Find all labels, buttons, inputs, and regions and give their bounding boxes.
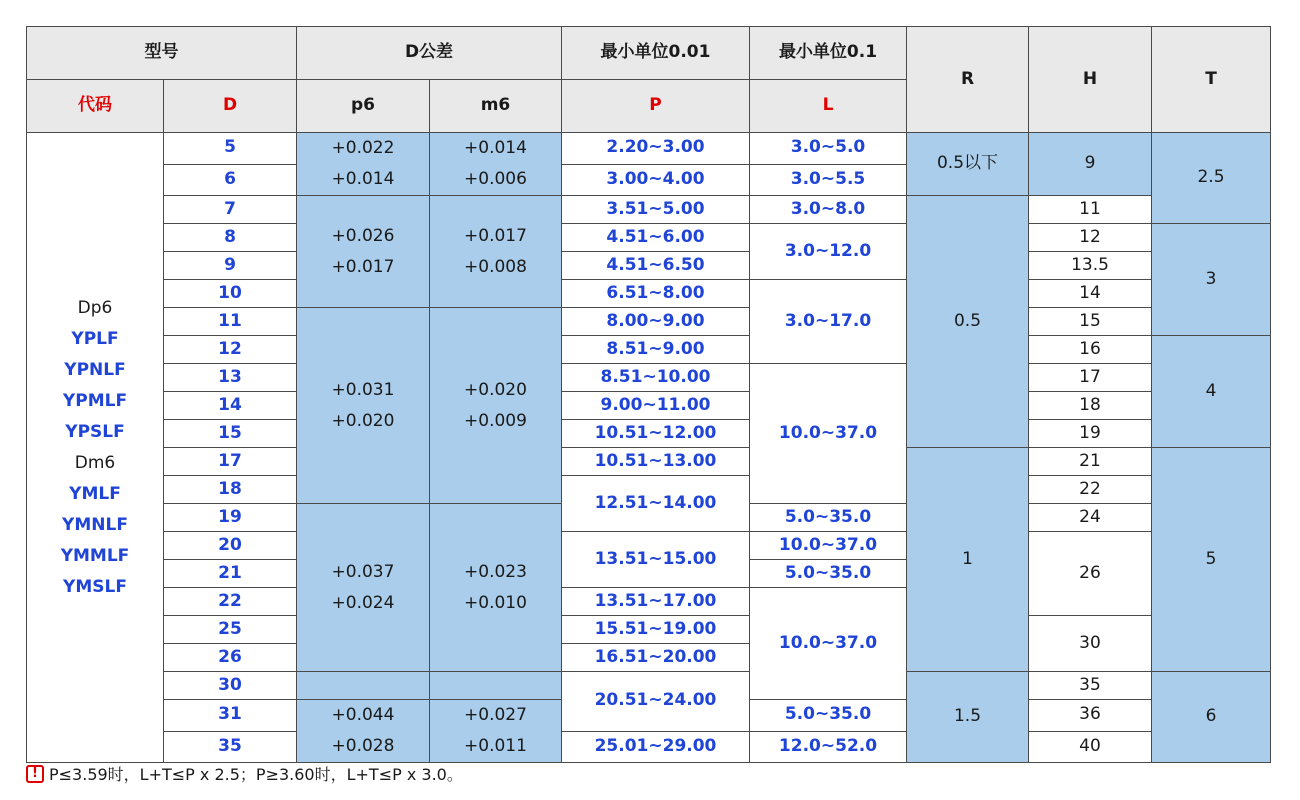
h-value: 36 xyxy=(1029,700,1152,732)
d-value: 31 xyxy=(164,700,297,732)
p-value: 13.51~15.00 xyxy=(562,532,750,588)
r-value: 0.5 xyxy=(907,196,1029,448)
d-value: 20 xyxy=(164,532,297,560)
h-value: 16 xyxy=(1029,336,1152,364)
d-value: 18 xyxy=(164,476,297,504)
p6-lower: +0.028 xyxy=(331,736,395,756)
d-value: 19 xyxy=(164,504,297,532)
p6-tolerance xyxy=(297,196,430,308)
h-value: 22 xyxy=(1029,476,1152,504)
spec-table-wrapper xyxy=(26,26,1271,763)
header-l: L xyxy=(750,80,907,133)
h-value: 21 xyxy=(1029,448,1152,476)
m6-upper: +0.020 xyxy=(464,379,527,400)
h-value: 14 xyxy=(1029,280,1152,308)
t-value: 6 xyxy=(1152,672,1271,763)
p6-tolerance xyxy=(297,308,430,504)
d-value: 8 xyxy=(164,224,297,252)
p-value: 6.51~8.00 xyxy=(562,280,750,308)
h-value: 40 xyxy=(1029,731,1152,763)
p6-lower: +0.024 xyxy=(331,592,395,613)
m6-lower: +0.009 xyxy=(464,410,527,431)
d-value: 11 xyxy=(164,308,297,336)
h-value: 11 xyxy=(1029,196,1152,224)
h-value: 18 xyxy=(1029,392,1152,420)
m6-lower: +0.008 xyxy=(464,256,527,277)
header-p6: p6 xyxy=(297,80,430,133)
d-value: 6 xyxy=(164,164,297,196)
l-value: 5.0~35.0 xyxy=(750,700,907,732)
m6-upper: +0.014 xyxy=(464,138,527,158)
p-value: 8.00~9.00 xyxy=(562,308,750,336)
p-value: 16.51~20.00 xyxy=(562,644,750,672)
m6-upper: +0.017 xyxy=(464,225,527,246)
h-value: 15 xyxy=(1029,308,1152,336)
d-value: 7 xyxy=(164,196,297,224)
t-value: 2.5 xyxy=(1152,133,1271,224)
header-d: D xyxy=(164,80,297,133)
m6-tolerance-empty xyxy=(430,672,562,700)
p-value: 25.01~29.00 xyxy=(562,731,750,763)
p-value: 12.51~14.00 xyxy=(562,476,750,532)
p6-lower: +0.014 xyxy=(331,169,395,189)
p-value: 3.51~5.00 xyxy=(562,196,750,224)
h-value: 35 xyxy=(1029,672,1152,700)
l-value: 10.0~37.0 xyxy=(750,588,907,700)
header-min-unit-001: 最小单位0.01 xyxy=(562,27,750,80)
d-value: 35 xyxy=(164,731,297,763)
l-value: 3.0~5.0 xyxy=(750,133,907,165)
d-value: 21 xyxy=(164,560,297,588)
t-value: 3 xyxy=(1152,224,1271,336)
d-value: 9 xyxy=(164,252,297,280)
m6-tolerance xyxy=(430,196,562,308)
header-t: T xyxy=(1152,27,1271,133)
h-value: 17 xyxy=(1029,364,1152,392)
p6-upper: +0.044 xyxy=(331,705,395,725)
p-value: 3.00~4.00 xyxy=(562,164,750,196)
d-value: 25 xyxy=(164,616,297,644)
header-r: R xyxy=(907,27,1029,133)
model-code: YPNLF xyxy=(64,359,126,380)
footnote xyxy=(26,762,463,785)
l-value: 10.0~37.0 xyxy=(750,532,907,560)
m6-tolerance xyxy=(430,308,562,504)
header-d-tolerance: D公差 xyxy=(297,27,562,80)
d-value: 13 xyxy=(164,364,297,392)
l-value: 3.0~17.0 xyxy=(750,280,907,364)
model-code: YMSLF xyxy=(63,576,127,597)
r-value: 1.5 xyxy=(907,672,1029,763)
p6-upper: +0.022 xyxy=(331,138,395,158)
model-code: YPMLF xyxy=(62,390,128,411)
d-value: 15 xyxy=(164,420,297,448)
p6-lower: +0.017 xyxy=(331,256,395,277)
p6-upper: +0.026 xyxy=(331,225,395,246)
model-code: YPLF xyxy=(71,328,119,349)
d-value: 14 xyxy=(164,392,297,420)
l-value: 5.0~35.0 xyxy=(750,560,907,588)
p6-tolerance xyxy=(297,504,430,672)
l-value: 10.0~37.0 xyxy=(750,364,907,504)
t-value: 5 xyxy=(1152,448,1271,672)
footnote-text: P≤3.59时，L+T≤P x 2.5；P≥3.60时，L+T≤P x 3.0。 xyxy=(49,765,463,784)
header-min-unit-01: 最小单位0.1 xyxy=(750,27,907,80)
p-value: 4.51~6.00 xyxy=(562,224,750,252)
p-value: 4.51~6.50 xyxy=(562,252,750,280)
model-code: YPSLF xyxy=(65,421,125,442)
l-value: 3.0~12.0 xyxy=(750,224,907,280)
h-value: 19 xyxy=(1029,420,1152,448)
p-value: 2.20~3.00 xyxy=(562,133,750,165)
t-value: 4 xyxy=(1152,336,1271,448)
m6-lower: +0.011 xyxy=(464,736,527,756)
l-value: 3.0~5.5 xyxy=(750,164,907,196)
h-value: 13.5 xyxy=(1029,252,1152,280)
d-value: 12 xyxy=(164,336,297,364)
p-value: 20.51~24.00 xyxy=(562,672,750,732)
p-value: 8.51~10.00 xyxy=(562,364,750,392)
m6-upper: +0.023 xyxy=(464,561,527,582)
model-code: Dp6 xyxy=(77,297,113,318)
r-value: 0.5以下 xyxy=(907,133,1029,196)
m6-tolerance xyxy=(430,133,562,196)
p6-tolerance xyxy=(297,700,430,763)
l-value: 12.0~52.0 xyxy=(750,731,907,763)
m6-lower: +0.010 xyxy=(464,592,527,613)
p-value: 13.51~17.00 xyxy=(562,588,750,616)
l-value: 3.0~8.0 xyxy=(750,196,907,224)
header-p: P xyxy=(562,80,750,133)
p6-lower: +0.020 xyxy=(331,410,395,431)
model-code: YMNLF xyxy=(62,514,128,535)
m6-upper: +0.027 xyxy=(464,705,527,725)
d-value: 30 xyxy=(164,672,297,700)
d-value: 17 xyxy=(164,448,297,476)
p6-upper: +0.031 xyxy=(331,379,395,400)
h-value: 9 xyxy=(1029,133,1152,196)
spec-table xyxy=(26,26,1271,763)
m6-tolerance xyxy=(430,504,562,672)
model-code: Dm6 xyxy=(74,452,116,473)
h-value: 24 xyxy=(1029,504,1152,532)
header-h: H xyxy=(1029,27,1152,133)
h-value: 12 xyxy=(1029,224,1152,252)
m6-tolerance xyxy=(430,700,562,763)
header-code: 代码 xyxy=(27,80,164,133)
header-model: 型号 xyxy=(27,27,297,80)
header-m6: m6 xyxy=(430,80,562,133)
p-value: 15.51~19.00 xyxy=(562,616,750,644)
p-value: 10.51~13.00 xyxy=(562,448,750,476)
m6-lower: +0.006 xyxy=(464,169,527,189)
p6-upper: +0.037 xyxy=(331,561,395,582)
h-value: 26 xyxy=(1029,532,1152,616)
d-value: 26 xyxy=(164,644,297,672)
warning-icon: ! xyxy=(26,765,44,783)
model-code: YMMLF xyxy=(60,545,130,566)
p6-tolerance-empty xyxy=(297,672,430,700)
model-codes-cell xyxy=(27,133,164,763)
h-value: 30 xyxy=(1029,616,1152,672)
l-value: 5.0~35.0 xyxy=(750,504,907,532)
d-value: 10 xyxy=(164,280,297,308)
p-value: 8.51~9.00 xyxy=(562,336,750,364)
p-value: 9.00~11.00 xyxy=(562,392,750,420)
p-value: 10.51~12.00 xyxy=(562,420,750,448)
r-value: 1 xyxy=(907,448,1029,672)
model-code: YMLF xyxy=(69,483,121,504)
d-value: 5 xyxy=(164,133,297,165)
d-value: 22 xyxy=(164,588,297,616)
p6-tolerance xyxy=(297,133,430,196)
